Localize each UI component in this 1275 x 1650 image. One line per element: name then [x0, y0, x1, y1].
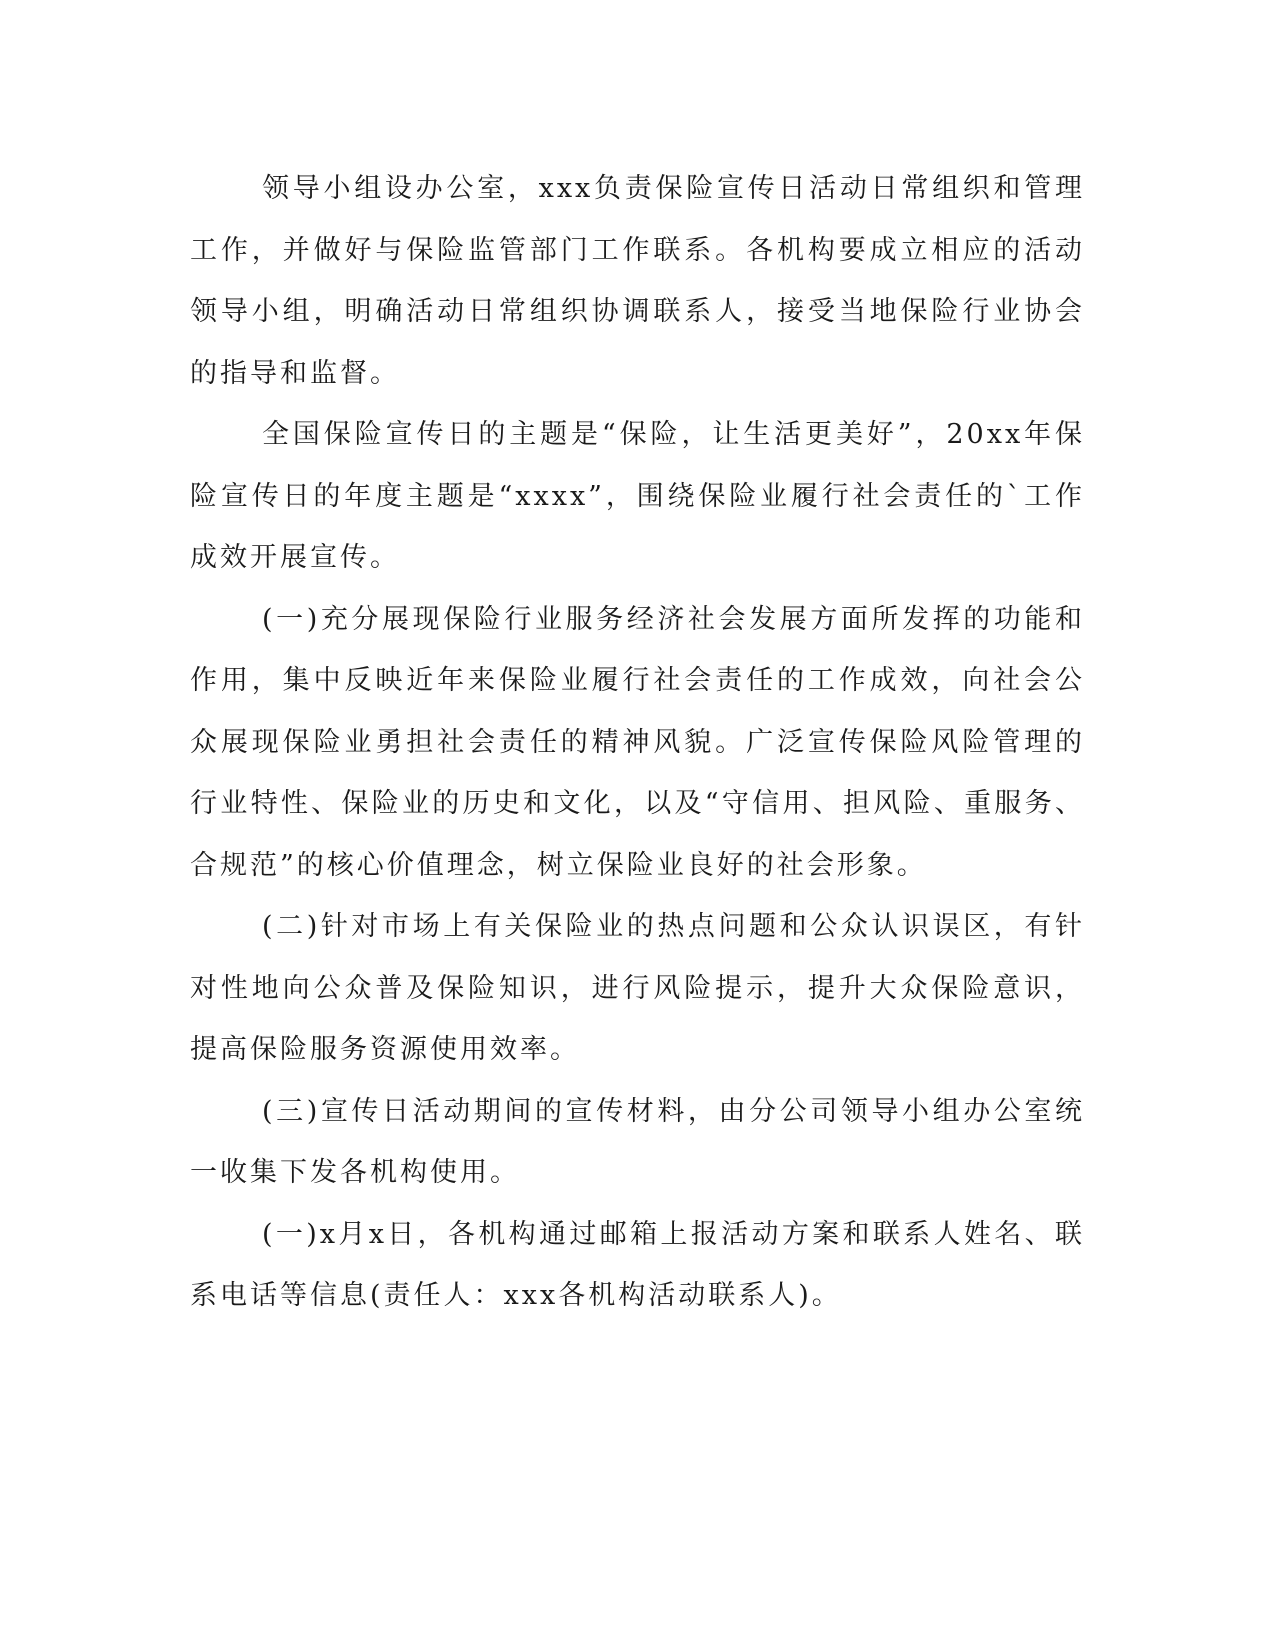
paragraph-item-3-materials: (三)宣传日活动期间的宣传材料，由分公司领导小组办公室统一收集下发各机构使用。: [190, 1095, 1085, 1188]
paragraph-theme: 全国保险宣传日的主题是“保险，让生活更美好”，20xx年保险宣传日的年度主题是“xxxx”，围绕保险业履行社会责任的`工作成效开展宣传。: [190, 419, 1085, 573]
paragraph-leadership-office: 领导小组设办公室，xxx负责保险宣传日活动日常组织和管理工作，并做好与保险监管部门工作联系。各机构要成立相应的活动领导小组，明确活动日常组织协调联系人，接受当地保险行业协会的指导和监督。: [190, 173, 1085, 389]
paragraph-schedule-1: (一)x月x日，各机构通过邮箱上报活动方案和联系人姓名、联系电话等信息(责任人：xxx各机构活动联系人)。: [190, 1218, 1085, 1311]
paragraph-item-1-showcase: (一)充分展现保险行业服务经济社会发展方面所发挥的功能和作用，集中反映近年来保险业履行社会责任的工作成效，向社会公众展现保险业勇担社会责任的精神风貌。广泛宣传保险风险管理的行业特性、保险业的历史和文化，以及“守信用、担风险、重服务、合规范”的核心价值理念，树立保险业良好的社会形象。: [190, 603, 1085, 881]
paragraph-item-2-awareness: (二)针对市场上有关保险业的热点问题和公众认识误区，有针对性地向公众普及保险知识，进行风险提示，提升大众保险意识，提高保险服务资源使用效率。: [190, 911, 1085, 1065]
document-body: [190, 158, 1085, 1327]
